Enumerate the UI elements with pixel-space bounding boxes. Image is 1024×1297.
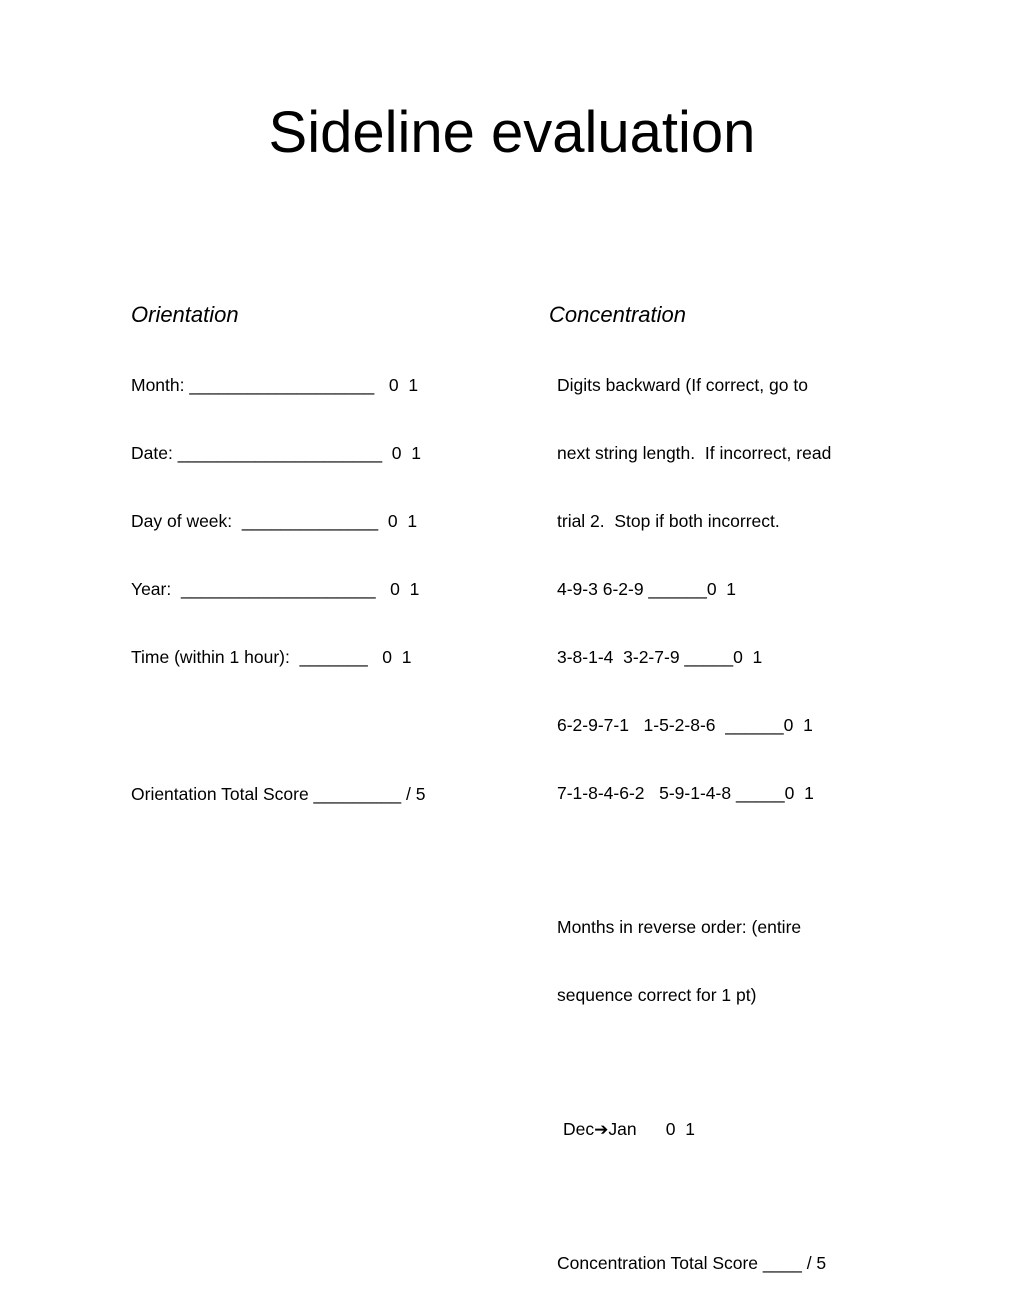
orientation-section <box>131 258 425 828</box>
spacer <box>549 848 831 872</box>
digit-string-item: 6-2-9-7-1 1-5-2-8-6 ______0 1 <box>557 715 813 735</box>
concentration-instruction-line: trial 2. Stop if both incorrect. <box>557 511 780 531</box>
orientation-total-score: Orientation Total Score _________ / 5 <box>131 784 426 804</box>
spacer <box>549 1050 831 1074</box>
arrow-right-icon: ➔ <box>594 1120 609 1139</box>
months-reverse-item <box>549 1116 831 1142</box>
months-reverse-instruction: Months in reverse order: (entire <box>557 917 802 937</box>
digit-string-item: 7-1-8-4-6-2 5-9-1-4-8 _____0 1 <box>557 783 814 803</box>
orientation-heading: Orientation <box>131 302 239 327</box>
orientation-item-month: Month: ___________________ 0 1 <box>131 375 419 395</box>
months-reverse-instruction: sequence correct for 1 pt) <box>557 985 757 1005</box>
spacer <box>131 712 425 739</box>
digit-string-item: 4-9-3 6-2-9 ______0 1 <box>557 579 737 599</box>
months-from: Dec <box>563 1119 595 1139</box>
orientation-item-date: Date: _____________________ 0 1 <box>131 443 421 463</box>
orientation-item-year: Year: ____________________ 0 1 <box>131 579 420 599</box>
orientation-item-day-of-week: Day of week: ______________ 0 1 <box>131 511 418 531</box>
digit-string-item: 3-8-1-4 3-2-7-9 _____0 1 <box>557 647 763 667</box>
concentration-instruction-line: Digits backward (If correct, go to <box>557 375 808 395</box>
months-score: 0 1 <box>636 1119 695 1139</box>
concentration-section <box>549 258 831 1297</box>
spacer <box>549 1184 831 1208</box>
slide-title: Sideline evaluation <box>268 100 756 165</box>
concentration-heading: Concentration <box>549 302 686 327</box>
concentration-instruction-line: next string length. If incorrect, read <box>557 443 832 463</box>
concentration-total-score: Concentration Total Score ____ / 5 <box>557 1253 827 1273</box>
orientation-item-time: Time (within 1 hour): _______ 0 1 <box>131 647 412 667</box>
months-to: Jan <box>608 1119 637 1139</box>
